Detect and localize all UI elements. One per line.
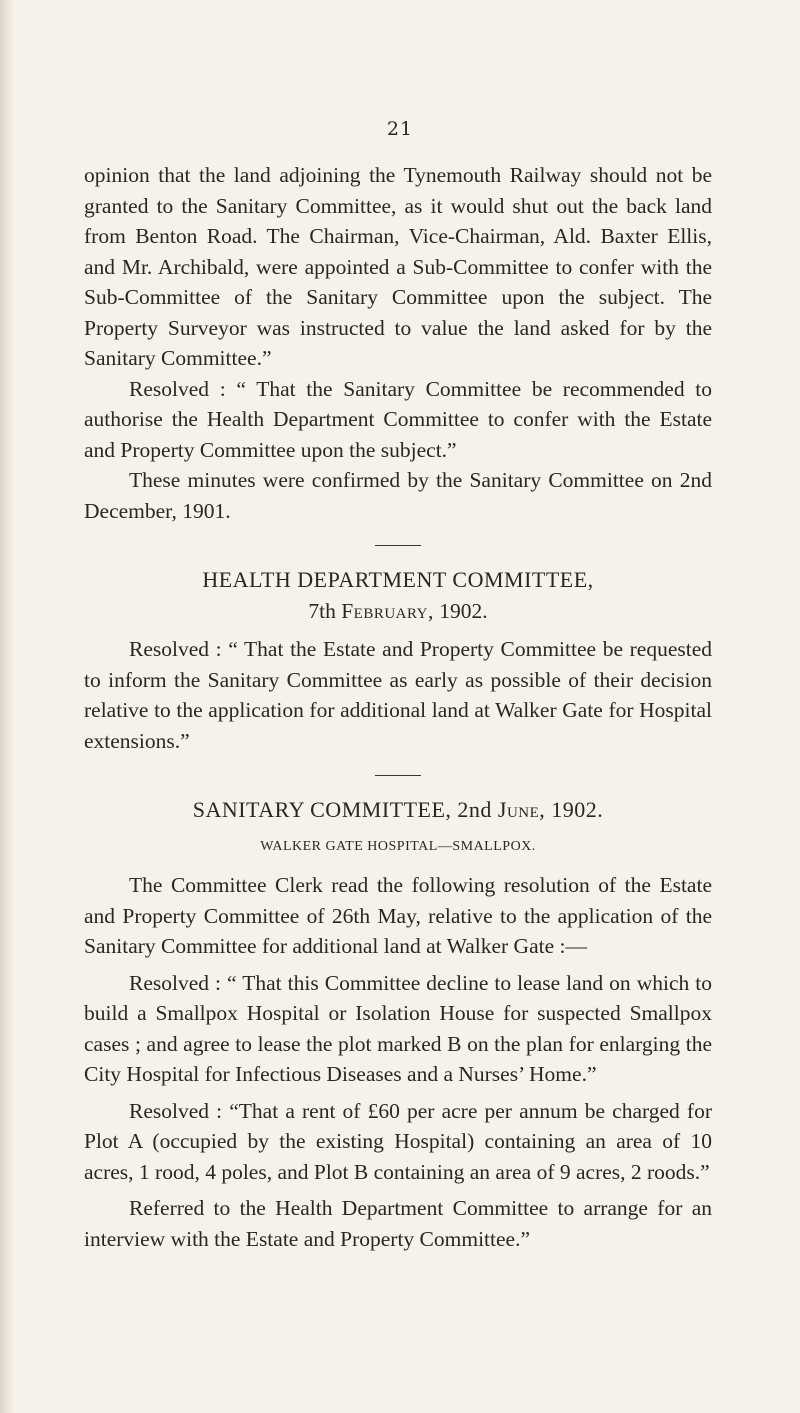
section-heading-health-department: HEALTH DEPARTMENT COMMITTEE, [202, 567, 594, 592]
section-subheading: WALKER GATE HOSPITAL—SMALLPOX. [260, 838, 536, 854]
date-month: February, [341, 598, 434, 623]
paragraph-resolved-estate: Resolved : “ That the Estate and Property Committee be requested to inform the Sanitary Committee as early as possible of their decision relative to the application for additional land at Walker Gate for Hospital extensions.” [84, 637, 712, 753]
page-body [84, 160, 712, 1254]
section-heading-sanitary-committee [84, 795, 712, 826]
paragraph-resolved-decline: Resolved : “ That this Committee decline to lease land on which to build a Smallpox Hospital or Isolation House for suspected Smallpox cases ; and agree to lease the plot marked B on the plan for enlarging the City Hospital for Infectious Diseases and a Nurses’ Home.” [84, 970, 712, 1086]
paragraph-continuation: opinion that the land adjoining the Tynemouth Railway should not be granted to the Sanitary Committee, as it would shut out the back land from Benton Road. The Chairman, Vice-Chairman, Ald. Baxter Ellis, and Mr. Archibald, were appointed a Sub-Committee to confer with the Sub-Committee of the Sanitary Committee upon the subject. The Property Surveyor was instructed to value the land asked for by the Sanitary Committee.” [84, 163, 712, 370]
heading-main: SANITARY COMMITTEE, 2nd [192, 797, 492, 822]
section-divider [375, 545, 421, 546]
heading-year: 1902. [551, 797, 604, 822]
paragraph-clerk-read: The Committee Clerk read the following resolution of the Estate and Property Committee of 26th May, relative to the application of the Sanitary Committee for additional land at Walker Gate :— [84, 873, 712, 958]
heading-month: June, [497, 797, 546, 822]
paragraph-resolved-sanitary: Resolved : “ That the Sanitary Committee be recommended to authorise the Health Department Committee to confer with the Estate and Property Committee upon the subject.” [84, 376, 712, 462]
paragraph-minutes-confirmed: These minutes were confirmed by the Sanitary Committee on 2nd December, 1901. [84, 468, 712, 523]
date-year: 1902. [439, 598, 488, 623]
page-number: 21 [386, 118, 414, 140]
page-binding-edge [0, 0, 14, 1413]
paragraph-resolved-rent: Resolved : “That a rent of £60 per acre per annum be charged for Plot A (occupied by the existing Hospital) containing an area of 10 acres, 1 rood, 4 poles, and Plot B containing an area of 9 acres, 2 roods.” [84, 1098, 712, 1184]
paragraph-referred: Referred to the Health Department Committee to arrange for an interview with the Estate and Property Committee.” [84, 1196, 712, 1251]
section-divider [375, 775, 421, 776]
date-day: 7th [308, 598, 336, 623]
section-date-health-department [84, 596, 712, 627]
